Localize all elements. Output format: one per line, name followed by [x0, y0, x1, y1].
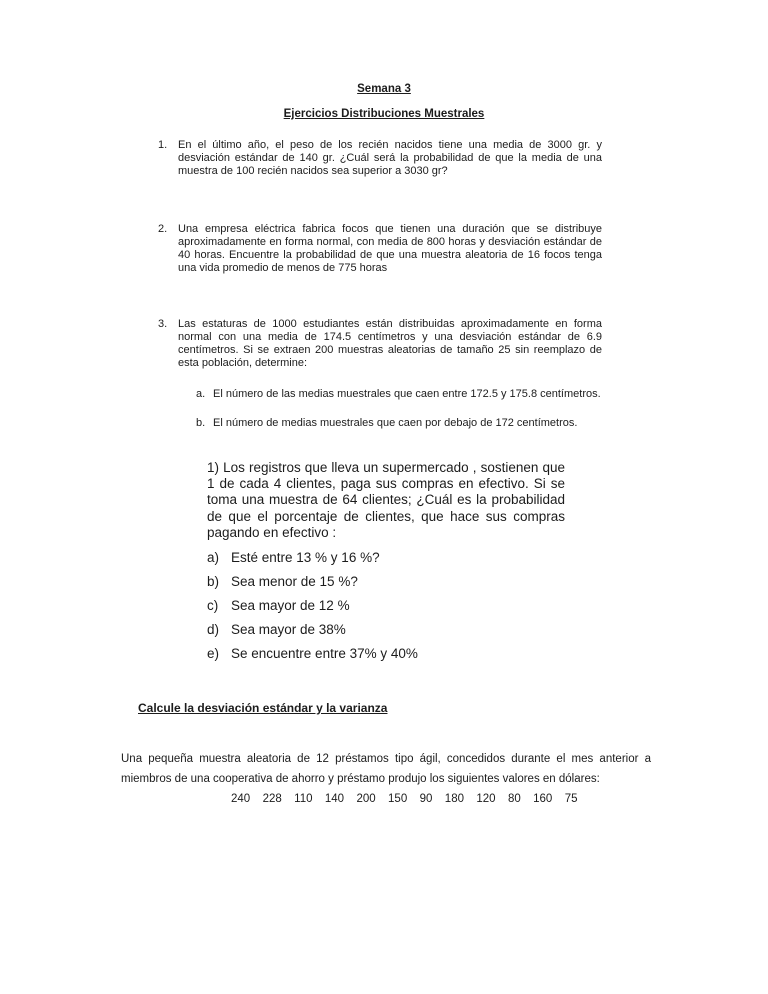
exercise-3-subitem-b — [196, 417, 602, 430]
sample-values: 240 228 110 140 200 150 90 180 120 80 160 75 — [231, 793, 578, 805]
option-a-text: Esté entre 13 % y 16 %? — [231, 550, 380, 565]
option-d-label: d) — [207, 622, 220, 637]
exercise-3 — [158, 318, 602, 370]
exercise-3-subitem-a — [196, 388, 602, 401]
exercise-3-subitem-a-label: a. — [196, 388, 206, 400]
option-c — [207, 597, 567, 621]
exercise-2-number: 2. — [158, 223, 168, 235]
exercise-3-subitem-a-text: El número de las medias muestrales que caen entre 172.5 y 175.8 centímetros. — [213, 388, 601, 400]
page-title — [0, 83, 768, 95]
option-d — [207, 621, 567, 645]
exercise-3-text: Las estaturas de 1000 estudiantes están distribuidas aproximadamente en forma normal con una media de 174.5 centímetros y una desviación estándar de 6.9 centímetros. Si se extraen 200 muestras aleatorias de tamaño 25 sin reemplazo de esta población, determine: — [178, 318, 602, 369]
exercise-3-subitem-b-label: b. — [196, 417, 206, 429]
option-c-label: c) — [207, 598, 219, 613]
supermarket-problem-text: Los registros que lleva un supermercado , sostienen que 1 de cada 4 clientes, paga sus compras en efectivo. Si se toma una muestra de 64 clientes; ¿Cuál es la probabilidad de que el porcentaje de clientes, que hace sus compras pagando en efectivo : — [207, 460, 565, 540]
variance-section-paragraph: Una pequeña muestra aleatoria de 12 préstamos tipo ágil, concedidos durante el mes anterior a miembros de una cooperativa de ahorro y préstamo produjo los siguientes valores en dólares: — [121, 753, 651, 785]
page-title-text: Semana 3 — [357, 83, 411, 95]
option-e-label: e) — [207, 646, 220, 661]
variance-section-heading: Calcule la desviación estándar y la varianza — [138, 701, 388, 715]
option-a-label: a) — [207, 550, 220, 565]
option-d-text: Sea mayor de 38% — [231, 622, 346, 637]
option-b-text: Sea menor de 15 %? — [231, 574, 358, 589]
option-b — [207, 573, 567, 597]
exercise-3-number: 3. — [158, 318, 168, 330]
supermarket-problem — [207, 460, 565, 541]
exercise-2-text: Una empresa eléctrica fabrica focos que tienen una duración que se distribuye aproximadamente en forma normal, con media de 800 horas y desviación estándar de 40 horas. Encuentre la probabilidad de que una muestra aleatoria de 16 focos tenga una vida promedio de menos de 775 horas — [178, 223, 602, 274]
option-e — [207, 645, 567, 669]
exercise-3-subitem-b-text: El número de medias muestrales que caen por debajo de 172 centímetros. — [213, 417, 578, 429]
option-b-label: b) — [207, 574, 220, 589]
page-subtitle — [0, 108, 768, 120]
supermarket-problem-number: 1) — [207, 460, 220, 475]
exercise-2 — [158, 223, 602, 275]
exercise-1-number: 1. — [158, 139, 168, 151]
exercise-1 — [158, 139, 602, 178]
exercise-1-text: En el último año, el peso de los recién nacidos tiene una media de 3000 gr. y desviación estándar de 140 gr. ¿Cuál será la probabilidad de que la media de una muestra de 100 recién nacidos sea superior a 3030 gr? — [178, 139, 602, 177]
page-subtitle-text: Ejercicios Distribuciones Muestrales — [283, 108, 485, 120]
supermarket-options — [207, 549, 567, 669]
option-c-text: Sea mayor de 12 % — [231, 598, 350, 613]
option-e-text: Se encuentre entre 37% y 40% — [231, 646, 418, 661]
option-a — [207, 549, 567, 573]
